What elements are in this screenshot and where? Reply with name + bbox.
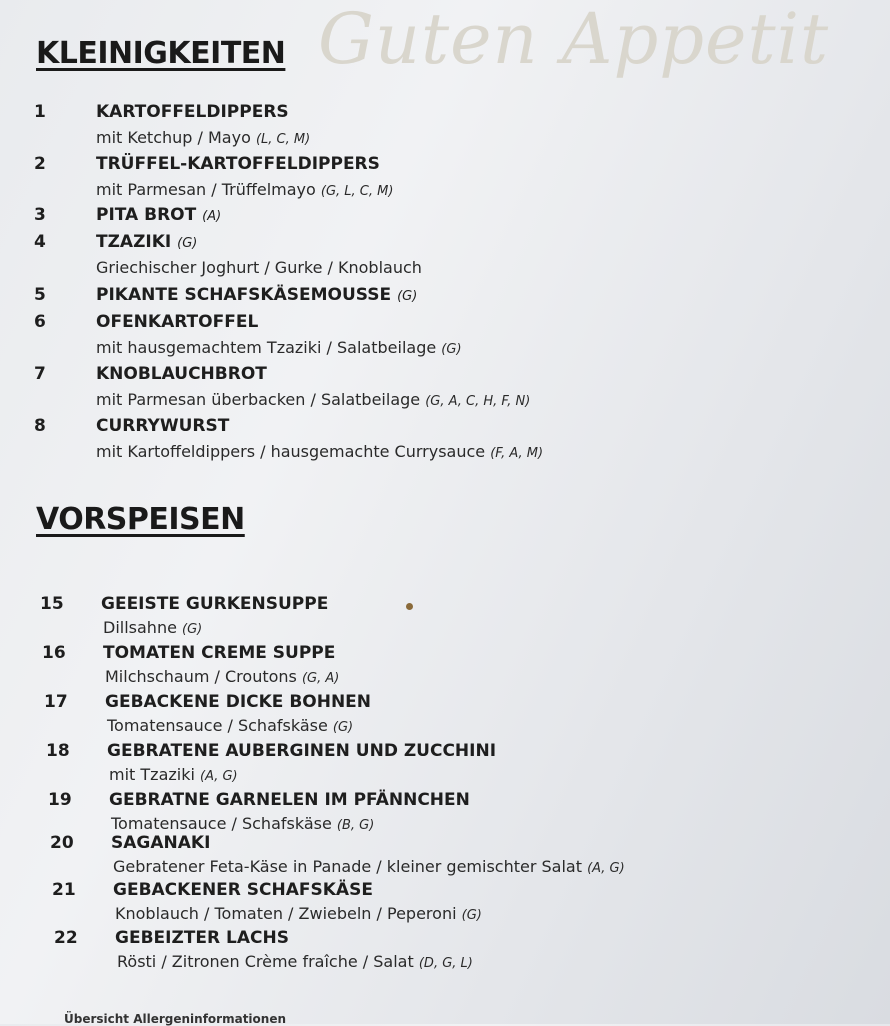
item-name — [96, 205, 221, 225]
item-name — [101, 594, 328, 614]
item-description-text: Knoblauch / Tomaten / Zwiebeln / Peperoni — [115, 904, 457, 923]
item-name-allergens: (G) — [177, 236, 198, 251]
section-title-kleinigkeiten: KLEINIGKEITEN — [36, 36, 286, 71]
item-name — [96, 102, 289, 122]
item-description — [107, 716, 353, 735]
item-number: 3 — [34, 205, 46, 225]
item-number: 21 — [52, 880, 76, 900]
item-description-text: mit Parmesan / Trüffelmayo — [96, 180, 316, 199]
item-name-text: KNOBLAUCHBROT — [96, 364, 267, 384]
item-number: 19 — [48, 790, 72, 810]
item-description — [96, 338, 462, 357]
item-name-text: GEBACKENE DICKE BOHNEN — [105, 692, 372, 712]
item-allergens: (L, C, M) — [255, 132, 311, 147]
item-number: 7 — [34, 364, 46, 384]
item-description-text: Griechischer Joghurt / Gurke / Knoblauch — [96, 258, 422, 277]
item-name-text: GEBRATENE AUBERGINEN UND ZUCCHINI — [107, 741, 497, 761]
item-number: 2 — [34, 154, 46, 174]
item-description — [113, 857, 625, 876]
item-number: 4 — [34, 232, 46, 252]
item-description — [105, 667, 339, 686]
item-number: 5 — [34, 285, 46, 305]
item-name — [113, 880, 373, 900]
item-name — [96, 364, 267, 384]
item-allergens: (G, L, C, M) — [320, 184, 394, 199]
item-number: 6 — [34, 312, 46, 332]
item-description — [96, 442, 543, 461]
item-name-text: GEBACKENER SCHAFSKÄSE — [113, 880, 373, 900]
item-allergens: (G) — [182, 622, 203, 637]
item-number: 20 — [50, 833, 74, 853]
item-description — [96, 258, 422, 277]
item-number: 18 — [46, 741, 70, 761]
item-name-allergens: (G) — [397, 289, 418, 304]
item-name-text: TZAZIKI — [96, 232, 172, 252]
item-number: 22 — [54, 928, 78, 948]
item-description-text: Gebratener Feta-Käse in Panade / kleiner gemischter Salat — [113, 857, 582, 876]
item-name-allergens: (A) — [202, 209, 222, 224]
item-name-text: GEBEIZTER LACHS — [115, 928, 289, 948]
item-description-text: mit Kartoffeldippers / hausgemachte Currysauce — [96, 442, 486, 461]
item-number: 15 — [40, 594, 64, 614]
item-description — [111, 814, 374, 833]
item-description — [109, 765, 238, 784]
item-description — [115, 904, 482, 923]
item-allergens: (B, G) — [336, 818, 375, 833]
item-description — [103, 618, 202, 637]
item-description-text: Tomatensauce / Schafskäse — [111, 814, 332, 833]
item-allergens: (G) — [332, 720, 354, 735]
item-name — [109, 790, 470, 810]
item-name-text: PITA BROT — [96, 205, 197, 225]
item-name-text: OFENKARTOFFEL — [96, 312, 259, 332]
item-name-text: TOMATEN CREME SUPPE — [103, 643, 336, 663]
item-name — [96, 416, 229, 436]
item-description-text: Rösti / Zitronen Crème fraîche / Salat — [117, 952, 414, 971]
item-name — [96, 154, 380, 174]
item-description — [117, 952, 473, 971]
item-name-text: KARTOFFELDIPPERS — [96, 102, 289, 122]
item-allergens: (F, A, M) — [490, 446, 544, 461]
item-name-text: TRÜFFEL-KARTOFFELDIPPERS — [96, 154, 380, 174]
item-name — [96, 285, 417, 305]
item-name — [105, 692, 371, 712]
item-number: 8 — [34, 416, 46, 436]
item-description — [96, 390, 530, 409]
watermark-text: Guten Appetit — [318, 0, 830, 80]
item-allergens: (D, G, L) — [418, 956, 473, 971]
section-title-vorspeisen: VORSPEISEN — [36, 502, 245, 537]
paper-stain — [406, 603, 413, 610]
item-description-text: mit Ketchup / Mayo — [96, 128, 251, 147]
item-number: 17 — [44, 692, 68, 712]
item-number: 1 — [34, 102, 46, 122]
item-allergens: (G) — [441, 342, 462, 357]
item-description-text: mit Parmesan überbacken / Salatbeilage — [96, 390, 421, 409]
item-description-text: Milchschaum / Croutons — [105, 667, 297, 686]
item-name-text: GEBRATNE GARNELEN IM PFÄNNCHEN — [109, 790, 470, 810]
item-name-text: PIKANTE SCHAFSKÄSEMOUSSE — [96, 285, 392, 305]
item-allergens: (A, G) — [587, 861, 625, 876]
item-name — [107, 741, 496, 761]
item-description-text: Dillsahne — [103, 618, 177, 637]
item-description — [96, 180, 393, 199]
item-name — [111, 833, 210, 853]
item-name — [103, 643, 335, 663]
item-name-text: SAGANAKI — [111, 833, 211, 853]
item-description — [96, 128, 310, 147]
item-name — [96, 312, 258, 332]
item-allergens: (G, A) — [301, 671, 340, 686]
item-allergens: (G) — [461, 908, 482, 923]
item-name-text: CURRYWURST — [96, 416, 230, 436]
item-number: 16 — [42, 643, 66, 663]
item-allergens: (A, G) — [200, 769, 238, 784]
item-allergens: (G, A, C, H, F, N) — [425, 394, 531, 409]
item-description-text: mit hausgemachtem Tzaziki / Salatbeilage — [96, 338, 437, 357]
item-name — [115, 928, 289, 948]
item-name — [96, 232, 197, 252]
allergen-footer: Übersicht Allergeninformationen — [64, 1012, 287, 1026]
item-description-text: mit Tzaziki — [109, 765, 195, 784]
item-description-text: Tomatensauce / Schafskäse — [107, 716, 328, 735]
item-name-text: GEEISTE GURKENSUPPE — [101, 594, 329, 614]
